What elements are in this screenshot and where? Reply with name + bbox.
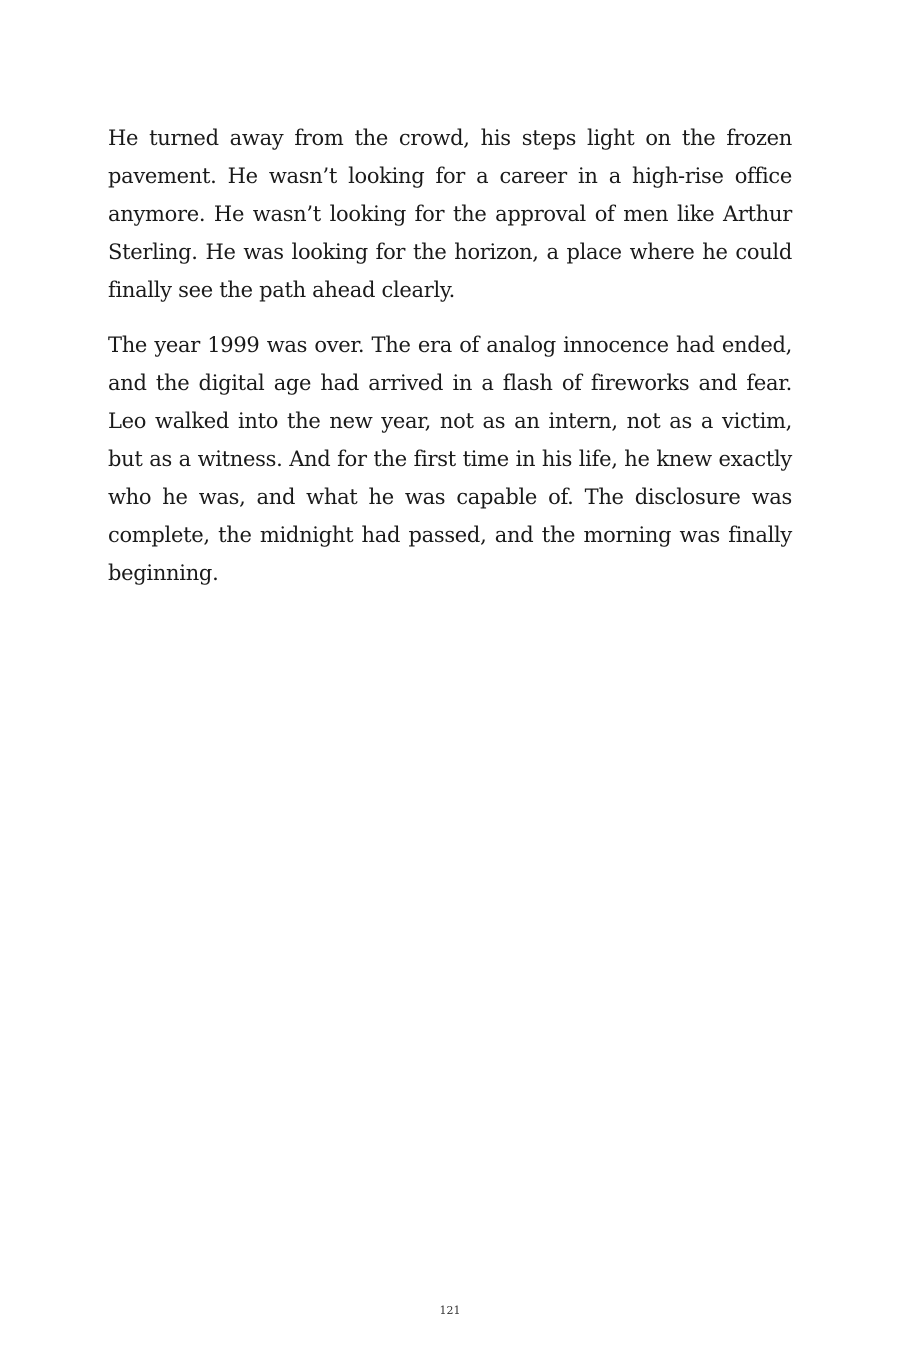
- page-number: 121: [439, 1304, 461, 1317]
- paragraph-2: The year 1999 was over. The era of analog innocence had ended, and the digital age had arrived in a flash of fireworks and fear. Leo walked into the new year, not as an intern, not as a victim, but as a witness. And for the first time in his life, he knew exactly who he was, and what he was capable of. The disclosure was complete, the midnight had passed, and the morning was finally beginning.: [108, 333, 792, 585]
- body-text: [108, 119, 792, 609]
- paragraph-1: He turned away from the crowd, his steps light on the frozen pavement. He wasn’t looking for a career in a high-rise office anymore. He wasn’t looking for the approval of men like Arthur Sterling. He was looking for the horizon, a place where he could finally see the path ahead clearly.: [108, 126, 792, 302]
